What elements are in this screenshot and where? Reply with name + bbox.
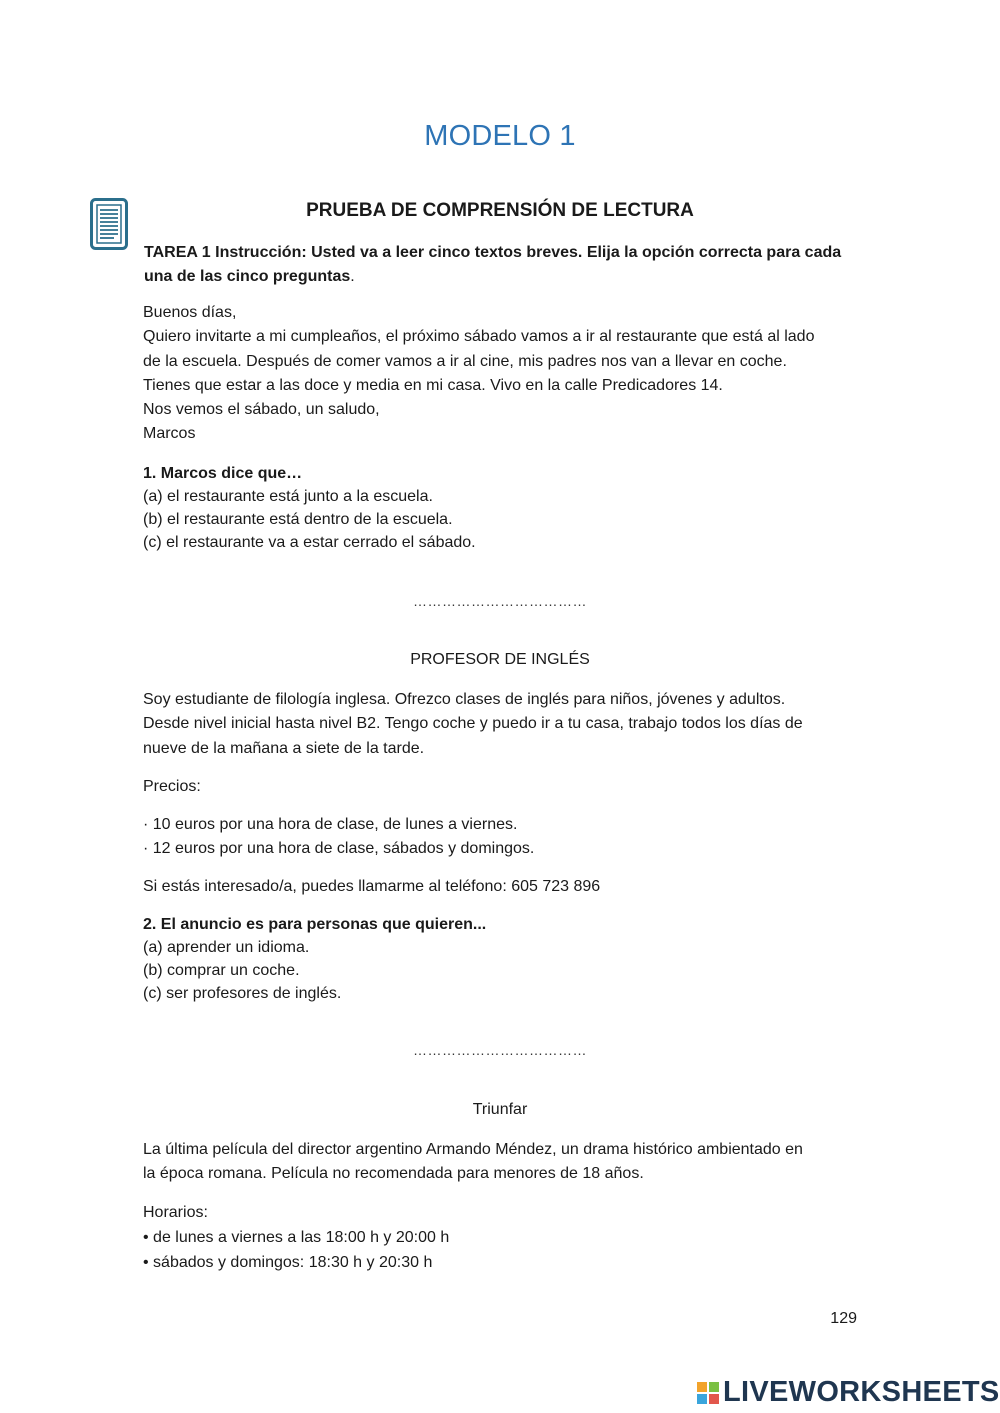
text-line: Tienes que estar a las doce y media en mi casa. Vivo en la calle Predicadores 14. <box>143 376 723 394</box>
question-1 <box>143 462 863 554</box>
instruction-line-2: una de las cinco preguntas. <box>144 268 355 285</box>
price-item: · 10 euros por una hora de clase, de lunes a viernes. <box>143 816 518 833</box>
text-line: Quiero invitarte a mi cumpleaños, el próximo sábado vamos a ir al restaurante que está al lado <box>143 328 815 346</box>
section-heading: PRUEBA DE COMPRENSIÓN DE LECTURA <box>306 200 694 221</box>
separator: ……………………………… <box>413 593 587 609</box>
page-title: MODELO 1 <box>424 120 576 152</box>
task-instruction <box>144 241 864 289</box>
separator: ……………………………… <box>413 1042 587 1058</box>
schedule <box>143 1200 863 1275</box>
brand-name: LIVEWORKSHEETS <box>723 1376 1000 1408</box>
question-2-option-a[interactable]: (a) aprender un idioma. <box>143 939 310 956</box>
text-3-body <box>143 1138 863 1187</box>
text-2-title: PROFESOR DE INGLÉS <box>410 651 590 668</box>
text-line: Soy estudiante de filología inglesa. Ofrezco clases de inglés para niños, jóvenes y adultos. <box>143 691 786 708</box>
page-number: 129 <box>830 1310 857 1327</box>
text-line: La última película del director argentino Armando Méndez, un drama histórico ambientado en <box>143 1141 803 1158</box>
price-item: · 12 euros por una hora de clase, sábados y domingos. <box>143 840 535 858</box>
text-line: Desde nivel inicial hasta nivel B2. Tengo coche y puedo ir a tu casa, trabajo todos los días de <box>143 715 803 733</box>
prices-label: Precios: <box>143 778 201 795</box>
text-line: nueve de la mañana a siete de la tarde. <box>143 739 425 757</box>
prices-list <box>143 813 863 862</box>
text-2-body <box>143 688 863 761</box>
contact-line: Si estás interesado/a, puedes llamarme al teléfono: 605 723 896 <box>143 878 601 895</box>
text-line: de la escuela. Después de comer vamos a ir al cine, mis padres nos van a llevar en coche. <box>143 352 787 370</box>
question-1-option-b[interactable]: (b) el restaurante está dentro de la escuela. <box>143 511 453 528</box>
instruction-line-1: TAREA 1 Instrucción: Usted va a leer cinco textos breves. Elija la opción correcta para cada <box>144 244 842 261</box>
text-line: la época romana. Película no recomendada para menores de 18 años. <box>143 1165 644 1183</box>
question-2-title: 2. El anuncio es para personas que quieren... <box>143 916 487 933</box>
text-1-invitation <box>143 301 863 447</box>
question-1-option-a[interactable]: (a) el restaurante está junto a la escuela. <box>143 488 433 505</box>
brand-logo-icon <box>697 1382 719 1404</box>
text-line: Buenos días, <box>143 304 237 321</box>
brand-watermark <box>697 1376 1000 1412</box>
question-2-option-b[interactable]: (b) comprar un coche. <box>143 962 300 979</box>
schedule-item: • de lunes a viernes a las 18:00 h y 20:00 h <box>143 1229 450 1246</box>
question-2 <box>143 913 863 1005</box>
question-2-option-c[interactable]: (c) ser profesores de inglés. <box>143 985 342 1002</box>
question-1-title: 1. Marcos dice que… <box>143 465 303 482</box>
document-icon <box>90 198 128 250</box>
text-line: Nos vemos el sábado, un saludo, <box>143 401 380 419</box>
question-1-option-c[interactable]: (c) el restaurante va a estar cerrado el sábado. <box>143 534 476 551</box>
text-3-title: Triunfar <box>472 1101 528 1118</box>
schedule-item: • sábados y domingos: 18:30 h y 20:30 h <box>143 1254 433 1271</box>
text-line: Marcos <box>143 425 196 443</box>
schedule-label: Horarios: <box>143 1204 208 1221</box>
